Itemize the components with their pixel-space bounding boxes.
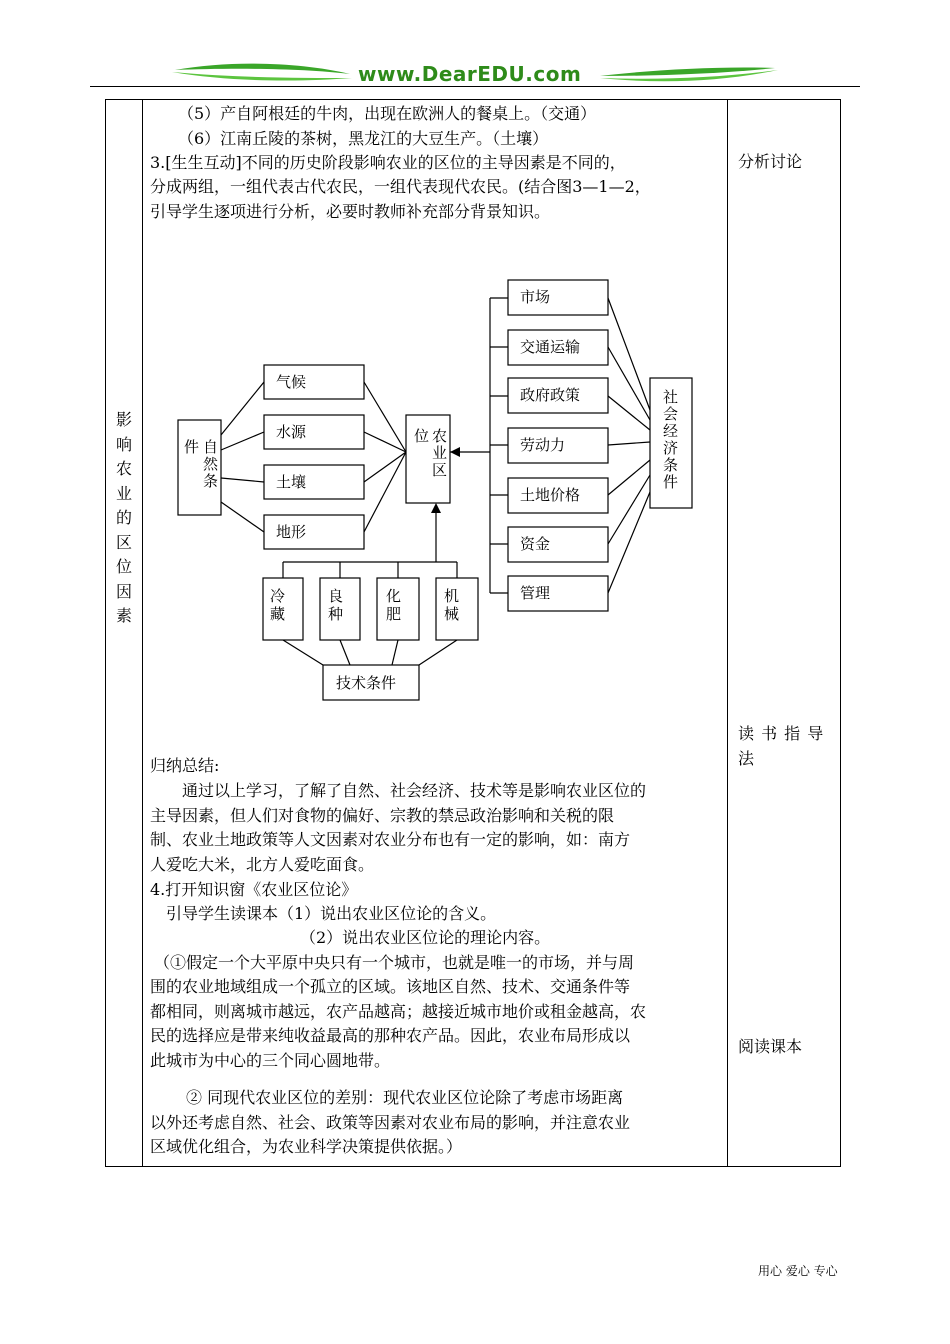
section4-line: 围的农业地域组成一个孤立的区域。该地区自然、技术、交通条件等 <box>150 977 631 996</box>
summary-line: 制、农业土地政策等人文因素对农业分布也有一定的影响，如：南方 <box>150 830 631 849</box>
social-label-char: 件 <box>663 473 679 491</box>
social-item-label: 资金 <box>520 535 551 553</box>
summary-line: 主导因素，但人们对食物的偏好、宗教的禁忌政治影响和关税的限 <box>150 806 615 825</box>
teaching-method-note: 阅读课本 <box>738 1037 803 1056</box>
tech-item-char: 化 <box>386 587 402 605</box>
section4-line: （2）说出农业区位论的理论内容。 <box>300 928 551 947</box>
natural-label-char: 件 <box>184 438 200 456</box>
tech-item-char: 肥 <box>386 605 402 623</box>
social-item-label: 管理 <box>520 584 551 602</box>
natural-label-char: 条 <box>203 472 219 490</box>
section4-line: 此城市为中心的三个同心圆地带。 <box>150 1051 391 1070</box>
natural-item-label: 水源 <box>276 423 307 441</box>
summary-title: 归纳总结: <box>150 756 220 775</box>
center-label-char: 区 <box>432 461 448 479</box>
teaching-method-note: 读 书 指 导 <box>738 724 824 743</box>
natural-label-char: 然 <box>203 455 219 473</box>
section4-line: 都相同，则离城市越远，农产品越高；越接近城市地价或租金越高，农 <box>150 1002 647 1021</box>
tech-item-char: 良 <box>328 587 344 605</box>
natural-label-char: 自 <box>203 438 219 456</box>
tech-label: 技术条件 <box>336 674 397 692</box>
center-label-char: 位 <box>414 427 430 445</box>
tech-item-char: 冷 <box>270 587 286 605</box>
social-label-char: 经 <box>663 422 679 440</box>
teaching-method-note: 法 <box>738 749 755 768</box>
social-item-label: 市场 <box>520 288 551 306</box>
social-item-label: 土地价格 <box>520 486 581 504</box>
social-label-char: 条 <box>663 456 679 474</box>
table-cell-right <box>728 100 841 1167</box>
center-label-char: 农 <box>432 427 448 445</box>
tech-item-char: 藏 <box>270 605 286 623</box>
table-cell-left <box>106 100 143 1167</box>
social-label-char: 会 <box>663 405 679 423</box>
center-label-char: 业 <box>432 444 448 462</box>
section4-line: 民的选择应是带来纯收益最高的那种农产品。因此，农业布局形成以 <box>150 1026 631 1045</box>
natural-item-label: 气候 <box>276 373 307 391</box>
arrow-head <box>431 503 441 513</box>
natural-item-label: 土壤 <box>276 473 307 491</box>
text-line: 3.[生生互动]不同的历史阶段影响农业的区位的主导因素是不同的， <box>150 153 626 172</box>
teaching-method-note: 分析讨论 <box>738 152 803 171</box>
text-line: （6）江南丘陵的茶树，黑龙江的大豆生产。（土壤） <box>178 129 549 148</box>
section4-line: 以外还考虑自然、社会、政策等因素对农业布局的影响，并注意农业 <box>150 1113 631 1132</box>
tech-item-char: 种 <box>328 605 344 623</box>
section4-line: 引导学生读课本（1）说出农业区位论的含义。 <box>166 904 497 923</box>
text-line: （5）产自阿根廷的牛肉，出现在欧洲人的餐桌上。（交通） <box>178 104 597 123</box>
site-logo-text: www.DearEDU.com <box>358 62 582 86</box>
section4-line: （①假定一个大平原中央只有一个城市，也就是唯一的市场，并与周 <box>154 953 635 972</box>
social-item-label: 劳动力 <box>520 436 566 454</box>
social-label-char: 济 <box>663 439 679 457</box>
section4-line: 4.打开知识窗《农业区位论》 <box>150 880 358 899</box>
agri-location-diagram <box>160 270 720 710</box>
tech-item-char: 机 <box>444 587 460 605</box>
section4-line: ② 同现代农业区位的差别：现代农业区位论除了考虑市场距离 <box>186 1088 624 1107</box>
tech-item-char: 械 <box>444 605 460 623</box>
header-divider <box>90 86 860 87</box>
text-line: 引导学生逐项进行分析，必要时教师补充部分背景知识。 <box>150 202 551 221</box>
social-label-char: 社 <box>663 388 679 406</box>
section-vertical-label: 影 响 农 业 的 区 位 因 素 <box>115 410 132 625</box>
text-line: 分成两组，一组代表古代农民，一组代表现代农民。(结合图3—1—2， <box>150 177 651 196</box>
page-footer: 用心 爱心 专心 <box>758 1264 838 1278</box>
natural-item-label: 地形 <box>276 523 307 541</box>
summary-line: 通过以上学习，了解了自然、社会经济、技术等是影响农业区位的 <box>182 781 647 800</box>
summary-line: 人爱吃大米，北方人爱吃面食。 <box>150 855 375 874</box>
section4-line: 区域优化组合，为农业科学决策提供依据。） <box>150 1137 463 1156</box>
social-item-label: 政府政策 <box>520 386 581 404</box>
social-item-label: 交通运输 <box>520 338 581 356</box>
arrow-head <box>450 447 460 457</box>
